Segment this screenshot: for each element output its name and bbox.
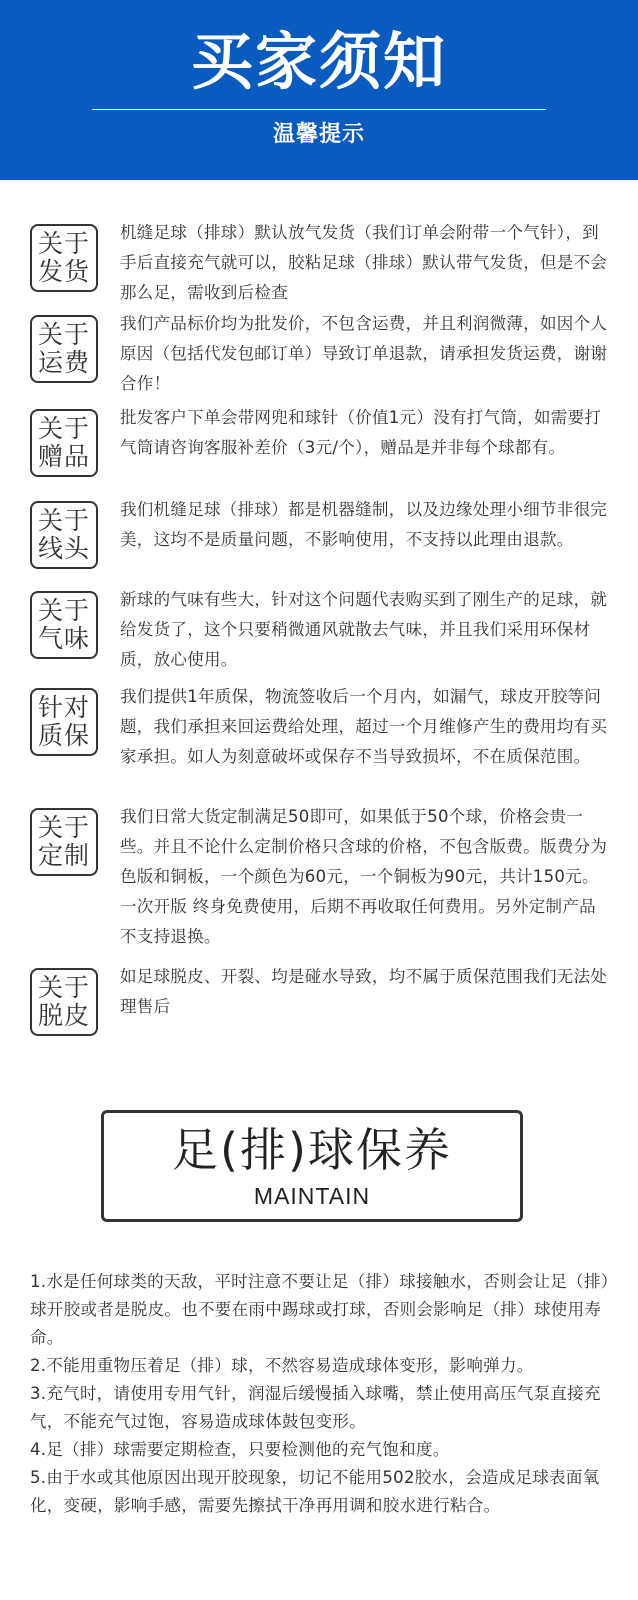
notice-tag: 关于发货 — [30, 224, 98, 292]
notice-tag: 关于脱皮 — [30, 968, 98, 1036]
tip-item: 4.足（排）球需要定期检查，只要检测他的充气饱和度。 — [30, 1440, 450, 1459]
tip-item: 1.水是任何球类的天敌，平时注意不要让足（排）球接触水，否则会让足（排）球开胶或者是脱皮。也不要在雨中踢球或打球，否则会影响足（排）球使用寿命。 — [30, 1272, 610, 1347]
notice-text: 我们提供1年质保，物流签收后一个月内，如漏气，球皮开胶等问题，我们承担来回运费给处理，超过一个月维修产生的费用均有买家承担。如人为刻意破坏或保存不当导致损坏，不在质保范围。 — [120, 687, 608, 766]
notice-text: 机缝足球（排球）默认放气发货（我们订单会附带一个气针），到手后直接充气就可以，胶粘足球（排球）默认带气发货，但是不会那么足，需收到后检查 — [120, 223, 608, 302]
tip-item: 3.充气时，请使用专用气针，润湿后缓慢插入球嘴，禁止使用高压气泵直接充气，不能充气过饱，容易造成球体鼓包变形。 — [30, 1384, 601, 1431]
notice-text: 我们产品标价均为批发价，不包含运费，并且利润微薄，如因个人原因（包括代发包邮订单）导致订单退款，请承担发货运费，谢谢合作！ — [120, 314, 608, 393]
page-subtitle: 温馨提示 — [272, 122, 365, 147]
header-banner — [0, 0, 638, 180]
maintenance-tips — [30, 1268, 615, 1520]
notice-tag: 关于赠品 — [30, 409, 98, 477]
notice-text: 批发客户下单会带网兜和球针（价值1元）没有打气筒，如需要打气筒请咨询客服补差价（3元/个），赠品是并非每个球都有。 — [120, 408, 602, 457]
notice-tag: 关于线头 — [30, 501, 98, 569]
tip-item: 5.由于水或其他原因出现开胶现象，切记不能用502胶水，会造成足球表面氧化，变硬，影响手感，需要先擦拭干净再用调和胶水进行粘合。 — [30, 1468, 600, 1515]
maintain-heading-box — [101, 1110, 523, 1222]
notice-tag: 关于运费 — [30, 315, 98, 383]
notice-tag: 针对质保 — [30, 688, 98, 756]
page-title: 买家须知 — [190, 25, 447, 98]
notice-tag: 关于定制 — [30, 808, 98, 876]
notice-tag: 关于气味 — [30, 591, 98, 659]
notice-text: 如足球脱皮、开裂、均是碰水导致，均不属于质保范围我们无法处理售后 — [120, 967, 608, 1016]
maintain-title: 足(排)球保养 — [172, 1123, 452, 1177]
maintain-subtitle: MAINTAIN — [253, 1183, 371, 1209]
notice-text: 我们机缝足球（排球）都是机器缝制，以及边缘处理小细节非很完美，这均不是质量问题，不影响使用，不支持以此理由退款。 — [120, 500, 608, 549]
notice-text: 我们日常大货定制满足50即可，如果低于50个球，价格会贵一些。并且不论什么定制价格只含球的价格，不包含版费。版费分为色版和铜板，一个颜色为60元，一个铜板为90元，共计150元。一次开版 终身免费使用，后期不再收取任何费用。另外定制产品不支持退换。 — [120, 807, 608, 946]
tip-item: 2.不能用重物压着足（排）球，不然容易造成球体变形，影响弹力。 — [30, 1356, 534, 1375]
notice-text: 新球的气味有些大，针对这个问题代表购买到了刚生产的足球，就给发货了，这个只要稍微通风就散去气味，并且我们采用环保材质，放心使用。 — [120, 590, 608, 669]
header-divider — [92, 109, 546, 110]
